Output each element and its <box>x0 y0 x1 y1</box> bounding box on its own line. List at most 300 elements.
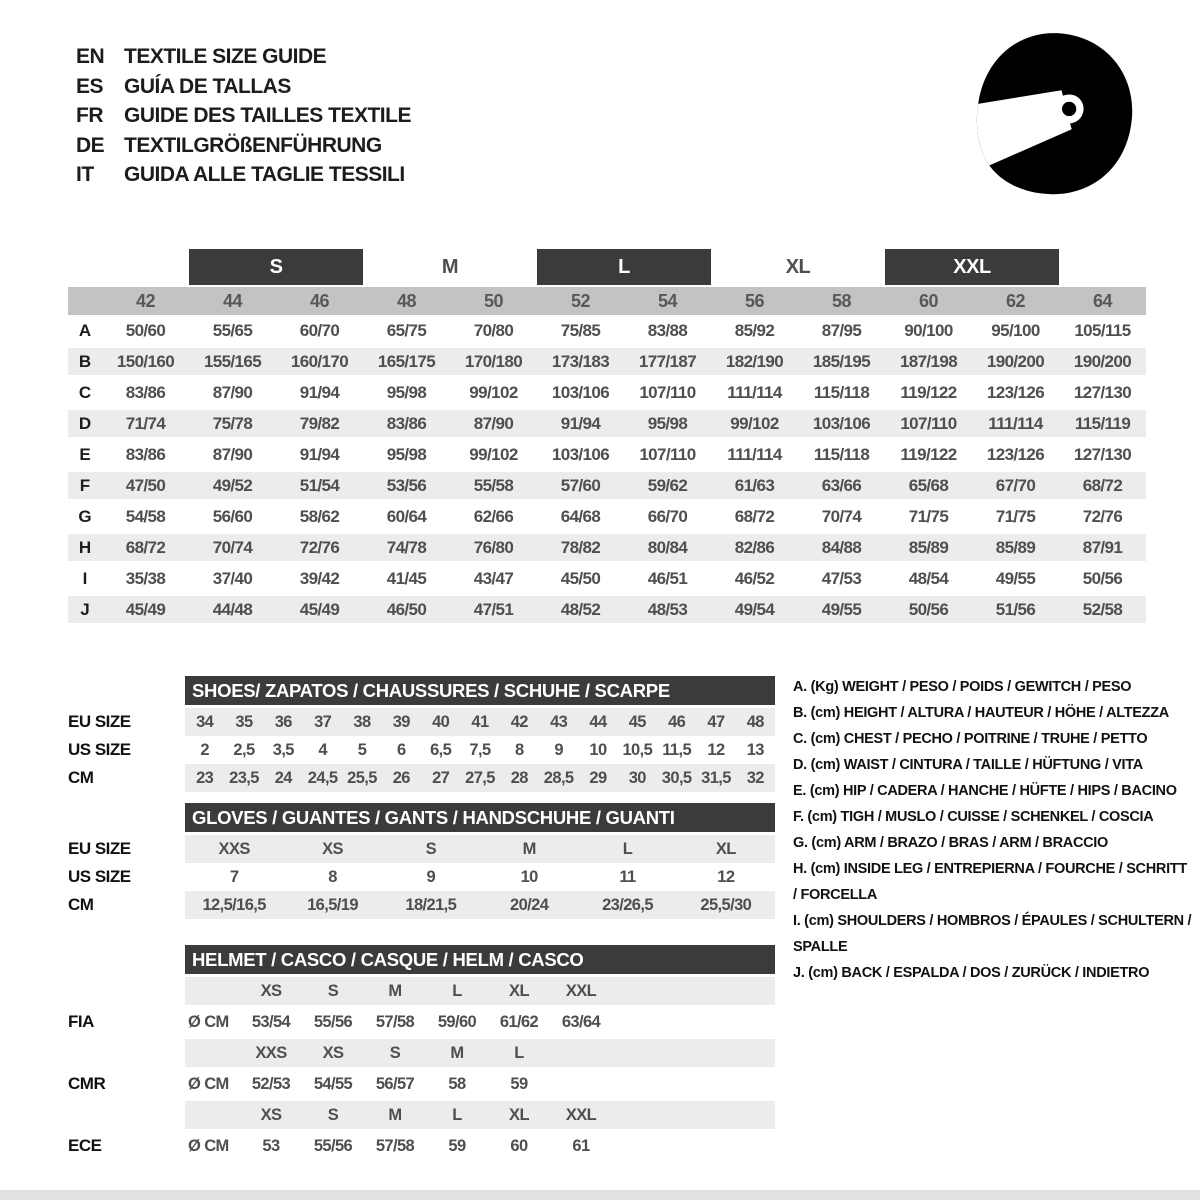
size-cell: 185/195 <box>812 351 871 371</box>
size-cell: 13 <box>746 740 764 759</box>
size-cell: 10 <box>520 867 538 886</box>
size-cell: 30 <box>628 768 646 787</box>
size-row-d <box>68 408 1146 439</box>
guide-title: TEXTILGRÖßENFÜHRUNG <box>124 133 382 157</box>
size-row-b <box>68 346 1146 377</box>
size-cell: 91/94 <box>299 444 340 464</box>
helmet-size-header: XS <box>260 1105 282 1124</box>
size-cell: 63/66 <box>821 475 862 495</box>
size-cell: 39/42 <box>299 568 340 588</box>
size-column-header: 54 <box>657 290 678 311</box>
size-cell: 85/92 <box>734 320 775 340</box>
size-cell: 37/40 <box>212 568 253 588</box>
size-cell: 56/60 <box>212 506 253 526</box>
size-cell: 150/160 <box>116 351 175 371</box>
size-cell: 28 <box>510 768 528 787</box>
helmet-size-header: M <box>388 1105 402 1124</box>
size-cell: 9 <box>426 867 436 886</box>
size-column-header: 52 <box>570 290 591 311</box>
size-cell: 70/80 <box>473 320 514 340</box>
size-cell: 27,5 <box>465 768 495 787</box>
size-cell: 30,5 <box>661 768 692 787</box>
helmet-size-header: S <box>327 1105 339 1124</box>
spacer <box>68 1039 185 1067</box>
size-cell: 23 <box>196 768 214 787</box>
size-cell: 20/24 <box>510 895 549 914</box>
size-cell: 64/68 <box>560 506 601 526</box>
size-column-header: 50 <box>483 290 504 311</box>
size-group-header-xxl: XXL <box>885 249 1059 285</box>
row-label: CM <box>68 768 94 787</box>
guide-title: GUIDA ALLE TAGLIE TESSILI <box>124 163 405 186</box>
size-cell: 190/200 <box>986 351 1045 371</box>
size-column-header: 46 <box>309 290 330 311</box>
size-cell: 27 <box>432 768 450 787</box>
size-cell <box>550 1070 612 1098</box>
size-cell: 3,5 <box>272 740 294 759</box>
helmet-values-row <box>185 1070 775 1098</box>
helmet-section <box>68 945 775 1163</box>
size-cell: 35 <box>235 712 253 731</box>
size-cell: S <box>425 839 437 858</box>
measurement-legend <box>793 674 1193 986</box>
size-cell: 60/70 <box>299 320 340 340</box>
unit-label: Ø CM <box>188 1136 229 1155</box>
size-cell: 48/53 <box>647 599 688 619</box>
size-cell: 85/89 <box>995 537 1036 557</box>
unit-label: Ø CM <box>188 1074 229 1093</box>
legend-item: E. (cm) HIP / CADERA / HANCHE / HÜFTE / HIPS / BACINO <box>793 783 1177 799</box>
size-cell: 31,5 <box>701 768 731 787</box>
shoes-side-labels <box>68 676 185 792</box>
filler <box>612 977 775 1005</box>
size-cell: 53 <box>262 1136 280 1155</box>
size-cell: 50/60 <box>125 320 166 340</box>
size-cell: 55/58 <box>473 475 514 495</box>
size-cell: 190/200 <box>1073 351 1132 371</box>
size-cell: 103/106 <box>551 444 610 464</box>
size-cell: 72/76 <box>1082 506 1123 526</box>
table-row <box>185 835 775 863</box>
size-cell: 78/82 <box>560 537 601 557</box>
size-cell: 50/56 <box>908 599 949 619</box>
size-cell: 34 <box>196 712 214 731</box>
helmet-size-header: XL <box>509 1105 529 1124</box>
size-cell: 6,5 <box>430 740 452 759</box>
size-cell: 5 <box>357 740 367 759</box>
legend-item: J. (cm) BACK / ESPALDA / DOS / ZURÜCK / INDIETRO <box>793 965 1150 981</box>
guide-title-row <box>76 42 411 72</box>
size-cell: 8 <box>515 740 524 759</box>
helmet-size-header: XXL <box>565 981 597 1000</box>
legend-item: C. (cm) CHEST / PECHO / POITRINE / TRUHE / PETTO <box>793 731 1148 747</box>
size-cell: 107/110 <box>639 444 696 464</box>
size-cell: 11 <box>619 867 636 886</box>
language-code: DE <box>76 133 105 157</box>
size-cell: 90/100 <box>904 320 953 340</box>
size-cell: 43 <box>550 712 568 731</box>
size-cell: 41 <box>471 712 489 731</box>
size-cell: 57/58 <box>375 1012 415 1031</box>
size-cell: 91/94 <box>299 382 340 402</box>
filler <box>612 1008 775 1036</box>
helmet-values-row <box>185 1132 775 1160</box>
row-label: CMR <box>68 1074 106 1093</box>
size-cell: 35/38 <box>125 568 166 588</box>
table-row <box>185 736 775 764</box>
row-label: US SIZE <box>68 740 131 759</box>
size-cell: 58 <box>448 1074 466 1093</box>
size-cell: 28,5 <box>543 768 574 787</box>
size-cell: 4 <box>318 740 327 759</box>
size-cell: 107/110 <box>639 382 696 402</box>
size-cell: XL <box>715 839 736 858</box>
size-cell: 82/86 <box>734 537 775 557</box>
size-cell: 70/74 <box>821 506 862 526</box>
size-cell: 46/52 <box>734 568 775 588</box>
legend-item: G. (cm) ARM / BRAZO / BRAS / ARM / BRACCIO <box>793 835 1108 851</box>
size-group-header-s: S <box>189 249 363 285</box>
shoes-rows <box>185 708 775 792</box>
size-cell: 99/102 <box>730 413 779 433</box>
size-cell: 49/55 <box>995 568 1036 588</box>
helmet-values-row <box>185 1008 775 1036</box>
size-cell: 26 <box>392 768 410 787</box>
size-cell: 59/60 <box>437 1012 477 1031</box>
size-cell: 24,5 <box>307 768 338 787</box>
language-code: EN <box>76 45 105 68</box>
size-column-header: 42 <box>135 290 156 311</box>
size-cell: 75/85 <box>560 320 601 340</box>
helmet-size-header: L <box>514 1043 524 1062</box>
size-cell: 60 <box>510 1136 528 1155</box>
size-cell: 55/56 <box>313 1136 353 1155</box>
size-cell: 72/76 <box>299 537 340 557</box>
size-cell: 155/165 <box>203 351 262 371</box>
size-column-header: 60 <box>918 290 939 311</box>
size-cell: 10,5 <box>622 740 653 759</box>
row-label: CM <box>68 895 94 914</box>
helmet-size-header: S <box>327 981 339 1000</box>
size-cell: 36 <box>274 712 292 731</box>
filler <box>612 1101 775 1129</box>
size-cell: 87/90 <box>212 382 253 402</box>
row-label: G <box>78 506 92 526</box>
row-label: E <box>79 444 91 464</box>
size-cell: L <box>622 839 633 858</box>
size-cell: 103/106 <box>812 413 871 433</box>
size-cell: 76/80 <box>473 537 514 557</box>
table-row <box>185 863 775 891</box>
size-cell: 75/78 <box>212 413 253 433</box>
size-cell: 123/126 <box>986 444 1045 464</box>
size-row-h <box>68 532 1146 563</box>
language-code: ES <box>76 74 104 98</box>
size-cell: 87/91 <box>1082 537 1123 557</box>
size-cell: 40 <box>432 712 450 731</box>
size-row-c <box>68 377 1146 408</box>
size-cell: 11,5 <box>662 740 692 759</box>
size-column-header: 58 <box>831 290 852 311</box>
size-cell: 60/64 <box>386 506 427 526</box>
size-cell: 56/57 <box>375 1074 415 1093</box>
size-cell: 177/187 <box>638 351 697 371</box>
guide-title-row <box>76 131 411 161</box>
size-row-g <box>68 501 1146 532</box>
size-cell: 119/122 <box>900 382 957 402</box>
size-cell: 115/119 <box>1074 413 1131 433</box>
row-label: US SIZE <box>68 867 131 886</box>
filler <box>612 1039 775 1067</box>
size-cell: 51/54 <box>299 475 340 495</box>
size-cell: M <box>522 839 536 858</box>
size-cell: 111/114 <box>727 382 782 402</box>
size-cell: 6 <box>397 740 406 759</box>
size-cell: 105/115 <box>1074 320 1131 340</box>
size-column-header: 64 <box>1092 290 1113 311</box>
guide-title-row <box>76 101 411 131</box>
spacer <box>68 977 185 1005</box>
shoes-section <box>68 676 775 792</box>
size-cell: 70/74 <box>212 537 253 557</box>
size-cell: 65/75 <box>386 320 427 340</box>
size-cell: 87/90 <box>473 413 514 433</box>
size-cell: 107/110 <box>900 413 957 433</box>
legend-item: A. (Kg) WEIGHT / PESO / POIDS / GEWITCH / PESO <box>793 679 1132 695</box>
size-cell: 7 <box>229 867 239 886</box>
size-cell: 87/95 <box>821 320 862 340</box>
size-cell: 45/49 <box>299 599 340 619</box>
size-cell: 55/56 <box>313 1012 353 1031</box>
size-cell: 55/65 <box>212 320 253 340</box>
size-cell: 9 <box>554 740 563 759</box>
size-cell: 83/88 <box>647 320 688 340</box>
size-cell: 95/98 <box>647 413 688 433</box>
size-cell: 123/126 <box>986 382 1045 402</box>
legend-item: F. (cm) TIGH / MUSLO / CUISSE / SCHENKEL / COSCIA <box>793 809 1154 825</box>
language-code: IT <box>76 163 94 186</box>
size-cell: 45/49 <box>125 599 166 619</box>
unit-label: Ø CM <box>188 1012 229 1031</box>
legend-item: B. (cm) HEIGHT / ALTURA / HAUTEUR / HÖHE / ALTEZZA <box>793 705 1169 721</box>
main-size-rows <box>68 315 1146 625</box>
row-label: F <box>79 475 91 495</box>
size-cell: 18/21,5 <box>405 895 457 914</box>
size-cell: 44/48 <box>212 599 253 619</box>
size-cell: 42 <box>510 712 528 731</box>
row-label: B <box>78 351 92 371</box>
row-label: H <box>78 537 92 557</box>
table-row <box>185 708 775 736</box>
guide-title: GUÍA DE TALLAS <box>124 74 291 98</box>
size-cell: 8 <box>328 867 337 886</box>
size-group-header-m: M <box>441 255 459 278</box>
main-size-table <box>68 249 1146 625</box>
row-label: ECE <box>68 1136 102 1155</box>
size-cell: 68/72 <box>1082 475 1123 495</box>
guide-title-row <box>76 160 411 190</box>
size-cell: 49/52 <box>212 475 253 495</box>
size-cell: 61/63 <box>734 475 775 495</box>
size-cell: 127/130 <box>1073 382 1132 402</box>
size-cell: 12,5/16,5 <box>202 895 266 914</box>
size-cell: 25,5/30 <box>700 895 752 914</box>
size-cell: 57/60 <box>560 475 601 495</box>
size-column-header: 48 <box>396 290 417 311</box>
size-cell: 66/70 <box>647 506 688 526</box>
helmet-section-header <box>185 945 775 974</box>
size-cell: 12 <box>717 867 735 886</box>
row-label: D <box>78 413 92 433</box>
size-group-header-xl: XL <box>785 255 811 278</box>
size-cell: 38 <box>353 712 371 731</box>
size-cell: 173/183 <box>551 351 610 371</box>
size-cell: 91/94 <box>560 413 601 433</box>
size-cell: 79/82 <box>299 413 340 433</box>
helmet-size-header: L <box>452 1105 462 1124</box>
size-cell: 32 <box>746 768 764 787</box>
size-cell: 68/72 <box>125 537 166 557</box>
size-cell: 127/130 <box>1073 444 1132 464</box>
size-cell: 53/56 <box>386 475 427 495</box>
size-cell: 46/50 <box>386 599 427 619</box>
size-cell: 111/114 <box>988 413 1043 433</box>
size-cell: 95/100 <box>991 320 1040 340</box>
size-cell: 99/102 <box>469 444 518 464</box>
gloves-rows <box>185 835 775 919</box>
row-label: C <box>78 382 92 402</box>
size-cell: 41/45 <box>386 568 427 588</box>
size-cell: 62/66 <box>473 506 514 526</box>
size-cell: 67/70 <box>995 475 1036 495</box>
size-cell: 84/88 <box>821 537 862 557</box>
size-cell: 111/114 <box>727 444 782 464</box>
size-cell: 24 <box>274 768 292 787</box>
size-cell: 103/106 <box>551 382 610 402</box>
helmet-sizes-row <box>185 1039 775 1067</box>
size-cell: 47/53 <box>821 568 862 588</box>
size-cell: 61/62 <box>499 1012 539 1031</box>
size-cell: 50/56 <box>1082 568 1123 588</box>
racing-helmet-icon <box>968 28 1138 205</box>
size-cell: 46 <box>668 712 686 731</box>
helmet-size-header: M <box>388 981 402 1000</box>
gloves-section-title: GLOVES / GUANTES / GANTS / HANDSCHUHE / GUANTI <box>192 807 675 828</box>
row-label: EU SIZE <box>68 712 131 731</box>
size-cell: 68/72 <box>734 506 775 526</box>
size-cell: 52/58 <box>1082 599 1123 619</box>
helmet-size-header: XL <box>509 981 529 1000</box>
size-row-j <box>68 594 1146 625</box>
shoes-section-title: SHOES/ ZAPATOS / CHAUSSURES / SCHUHE / SCARPE <box>192 680 670 701</box>
size-cell: 165/175 <box>377 351 436 371</box>
size-cell: 48/54 <box>908 568 949 588</box>
helmet-sizes-row <box>185 1101 775 1129</box>
size-cell: 61 <box>572 1136 590 1155</box>
size-cell: 2 <box>200 740 209 759</box>
size-cell: 48 <box>746 712 764 731</box>
helmet-size-header: L <box>452 981 462 1000</box>
size-cell: 53/54 <box>251 1012 291 1031</box>
size-cell: 54/58 <box>125 506 166 526</box>
size-cell: 46/51 <box>647 568 688 588</box>
size-cell: 45 <box>628 712 646 731</box>
helmet-side-labels <box>68 945 185 1163</box>
filler <box>612 1132 775 1160</box>
size-row-i <box>68 563 1146 594</box>
size-cell: 44 <box>589 712 607 731</box>
size-cell: 29 <box>589 768 607 787</box>
unit-spacer <box>185 1101 240 1129</box>
size-cell: 59 <box>448 1136 466 1155</box>
bottom-border <box>0 1190 1200 1200</box>
legend-item: D. (cm) WAIST / CINTURA / TAILLE / HÜFTUNG / VITA <box>793 757 1143 773</box>
size-cell: 71/74 <box>125 413 166 433</box>
row-label: J <box>80 599 90 619</box>
unit-spacer <box>185 977 240 1005</box>
legend-item: H. (cm) INSIDE LEG / ENTREPIERNA / FOURCHE / SCHRITT / FORCELLA <box>793 861 1187 903</box>
helmet-size-header: XXS <box>255 1043 287 1062</box>
helmet-size-header: XS <box>322 1043 344 1062</box>
size-cell: 48/52 <box>560 599 601 619</box>
title-block <box>76 42 411 190</box>
helmet-size-header: XXL <box>565 1105 597 1124</box>
size-cell: 187/198 <box>899 351 958 371</box>
size-group-header-l: L <box>537 249 711 285</box>
size-cell: 49/54 <box>734 599 775 619</box>
size-cell: 49/55 <box>821 599 862 619</box>
size-cell: 95/98 <box>386 382 427 402</box>
size-cell: XS <box>322 839 343 858</box>
size-cell: 83/86 <box>125 382 166 402</box>
size-column-header: 44 <box>222 290 243 311</box>
size-cell: 182/190 <box>725 351 784 371</box>
helmet-size-header: S <box>389 1043 401 1062</box>
size-cell: 43/47 <box>473 568 514 588</box>
size-cell: 25,5 <box>347 768 377 787</box>
language-code: FR <box>76 104 103 127</box>
legend-item: I. (cm) SHOULDERS / HOMBROS / ÉPAULES / SCHULTERN / SPALLE <box>793 913 1192 955</box>
gloves-section <box>68 803 775 919</box>
size-cell: 83/86 <box>125 444 166 464</box>
size-cell: 99/102 <box>469 382 518 402</box>
size-cell: 16,5/19 <box>307 895 358 914</box>
size-cell: 71/75 <box>908 506 949 526</box>
size-cell: 52/53 <box>251 1074 291 1093</box>
size-number-header-row <box>68 287 1146 315</box>
size-cell: 95/98 <box>386 444 427 464</box>
size-row-f <box>68 470 1146 501</box>
unit-spacer <box>185 1039 240 1067</box>
size-cell: 47/51 <box>473 599 514 619</box>
spacer <box>68 1101 185 1129</box>
size-cell: 115/118 <box>813 382 870 402</box>
size-cell: 23/26,5 <box>602 895 653 914</box>
size-row-a <box>68 315 1146 346</box>
size-row-e <box>68 439 1146 470</box>
helmet-size-header <box>550 1039 612 1067</box>
size-column-header: 56 <box>744 290 765 311</box>
guide-title-row <box>76 72 411 102</box>
size-cell: 170/180 <box>464 351 523 371</box>
size-cell: 87/90 <box>212 444 253 464</box>
helmet-sizes-row <box>185 977 775 1005</box>
row-label: FIA <box>68 1012 94 1031</box>
table-row <box>185 764 775 792</box>
size-cell: 59 <box>510 1074 528 1093</box>
size-cell: 45/50 <box>560 568 601 588</box>
size-cell: 47/50 <box>125 475 166 495</box>
